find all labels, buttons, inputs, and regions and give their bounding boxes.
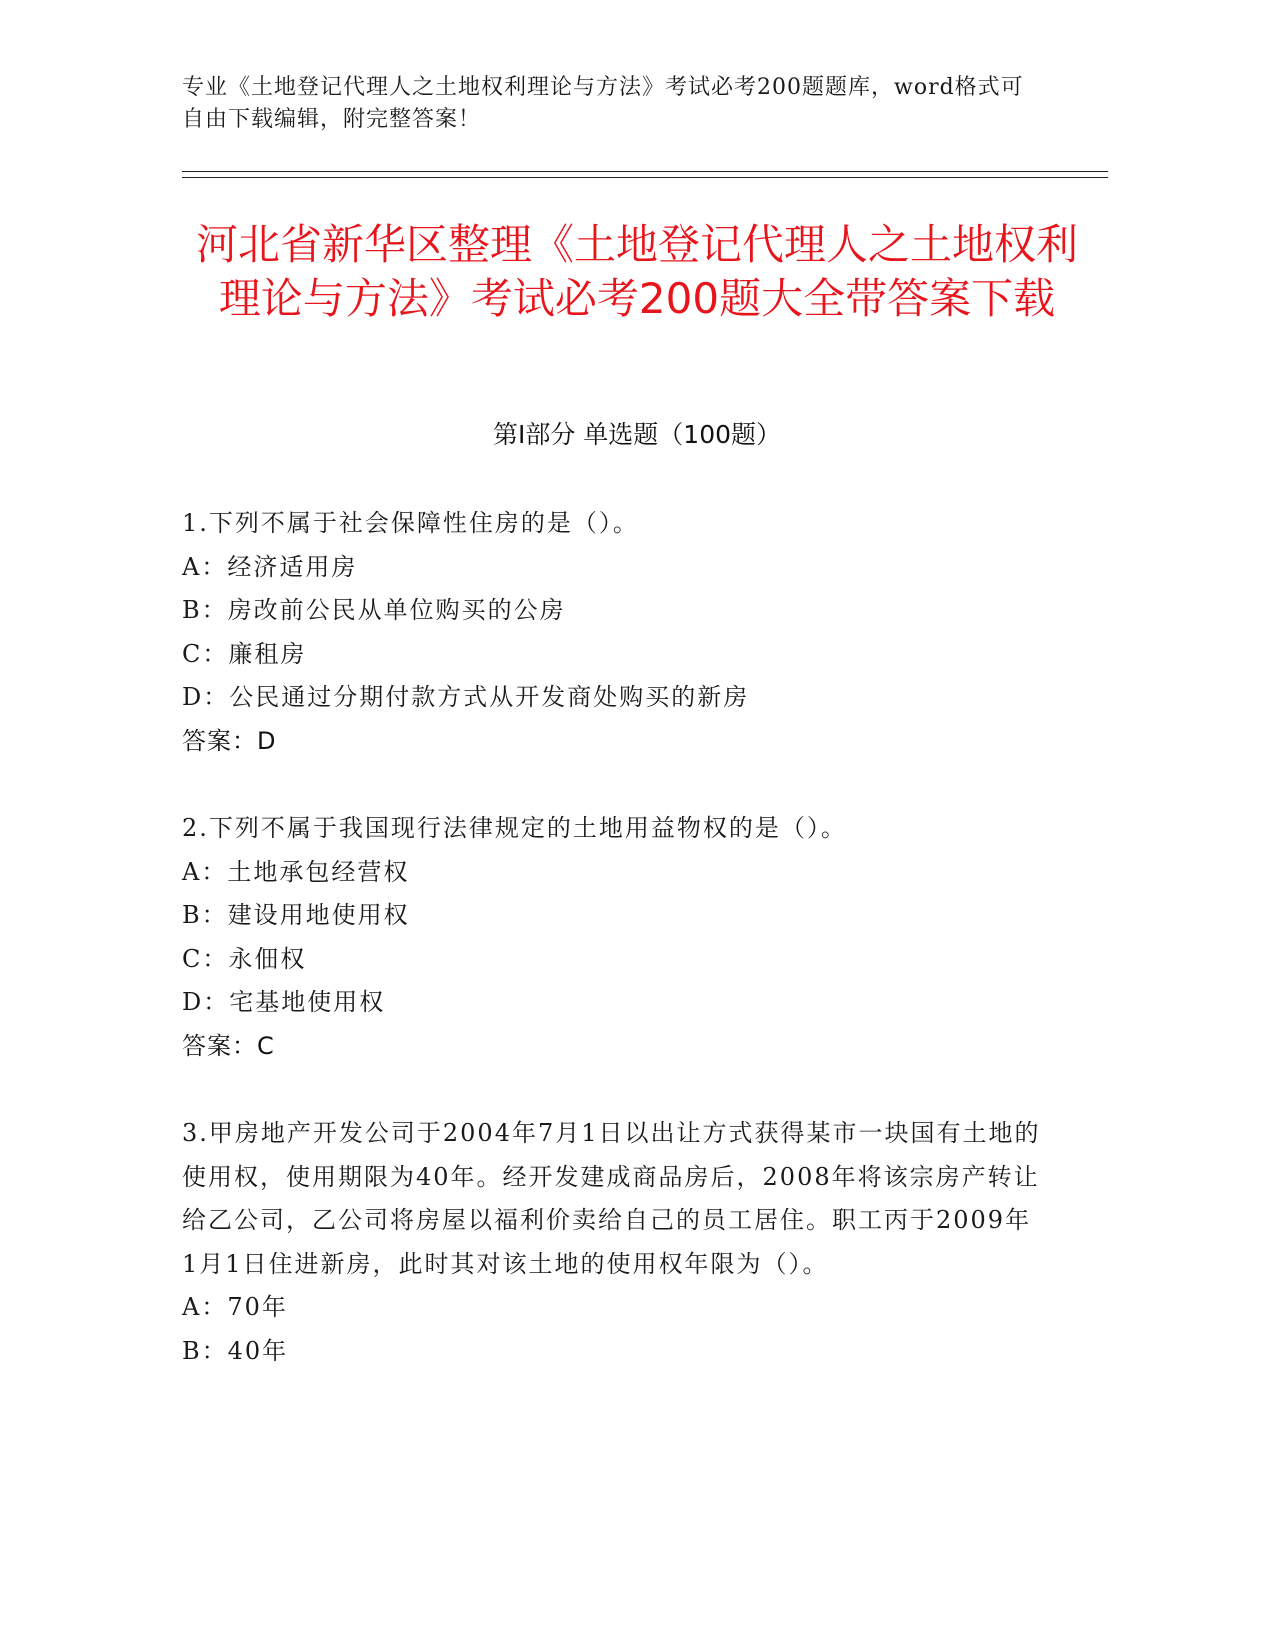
option-d: D：公民通过分期付款方式从开发商处购买的新房	[182, 683, 750, 711]
question-stem: 2.下列不属于我国现行法律规定的土地用益物权的是（）。	[182, 814, 847, 842]
header-note: 专业《土地登记代理人之土地权利理论与方法》考试必考200题题库，word格式可自由下载编辑，附完整答案！	[182, 75, 1024, 132]
option-c: C：永佃权	[182, 944, 307, 973]
answer-label: 答案：C	[182, 1031, 275, 1060]
section-title: 第Ⅰ部分 单选题（100题）	[492, 420, 782, 449]
header-rule-top	[182, 171, 1108, 172]
option-a: A：70年	[182, 1293, 288, 1321]
answer-label: 答案：D	[182, 726, 277, 755]
option-b: B：40年	[182, 1336, 289, 1365]
document-title: 河北省新华区整理《土地登记代理人之土地权利理论与方法》考试必考200题大全带答案下载	[195, 220, 1078, 323]
option-b: B：建设用地使用权	[182, 901, 410, 929]
header-rule-bottom	[182, 177, 1108, 178]
option-b: B：房改前公民从单位购买的公房	[182, 596, 566, 624]
question-3	[182, 1112, 1042, 1373]
option-a: A：土地承包经营权	[182, 857, 410, 886]
option-a: A：经济适用房	[182, 552, 358, 581]
question-2	[182, 807, 1042, 1068]
option-c: C：廉租房	[182, 639, 307, 668]
question-stem: 3.甲房地产开发公司于2004年7月1日以出让方式获得某市一块国有土地的使用权，使用期限为40年。经开发建成商品房后，2008年将该宗房产转让给乙公司，乙公司将房屋以福利价卖给自己的员工居住。职工丙于2009年1月1日住进新房，此时其对该土地的使用权年限为（）。	[182, 1119, 1041, 1278]
question-stem: 1.下列不属于社会保障性住房的是（）。	[182, 509, 639, 537]
option-d: D：宅基地使用权	[182, 988, 386, 1016]
question-1	[182, 502, 1042, 763]
